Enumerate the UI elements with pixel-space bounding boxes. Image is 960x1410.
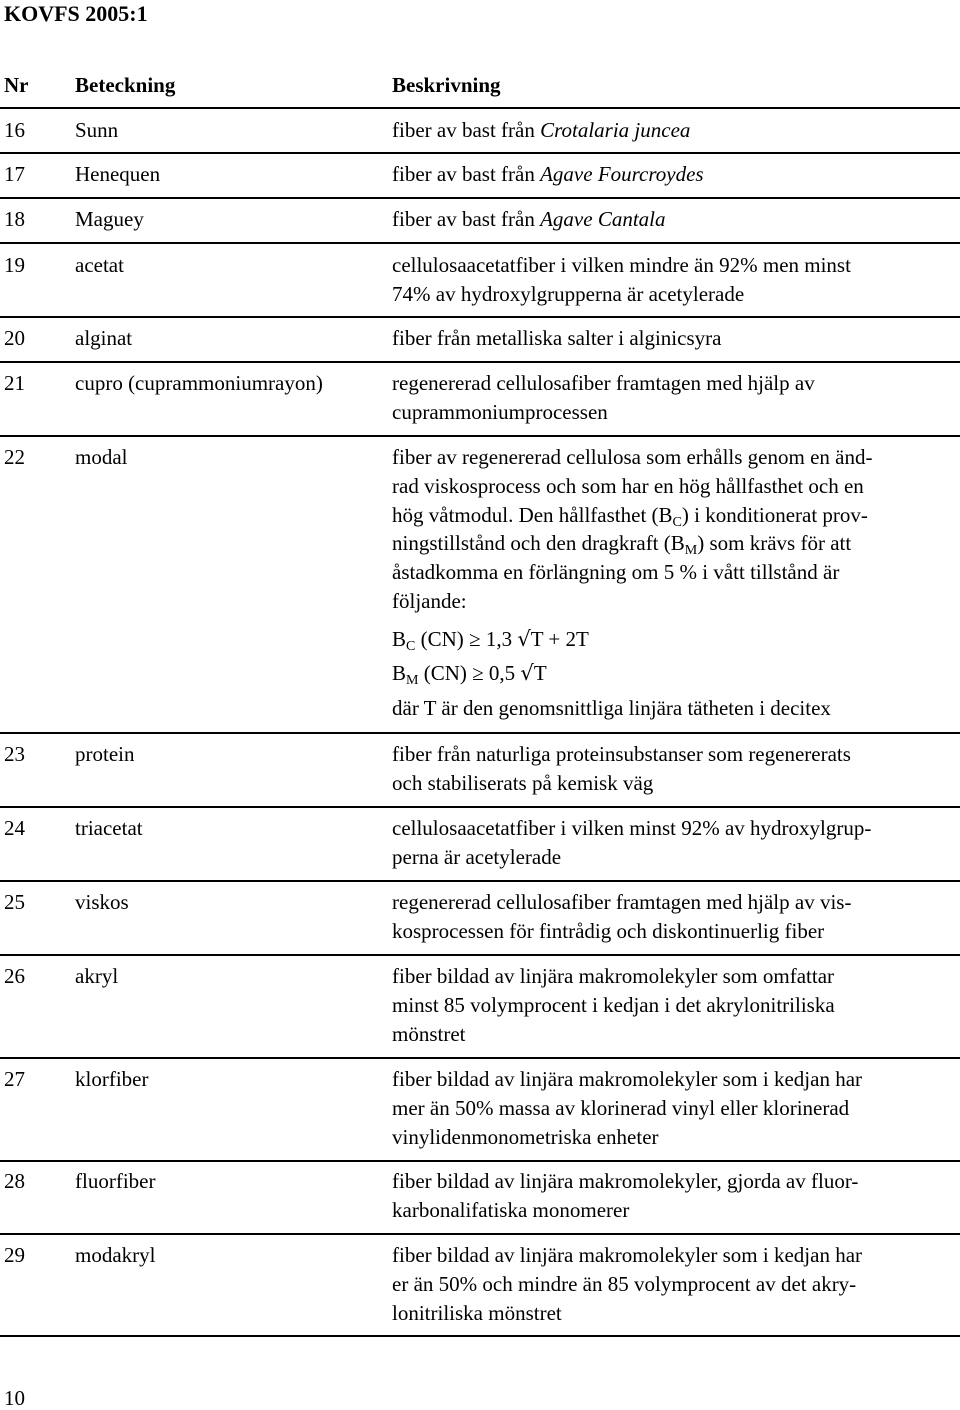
page-header: KOVFS 2005:1 [4,1,148,26]
row-desc: fiber av regenererad cellulosa som erhålls genom en änd- rad viskosprocess och som har en hög hållfasthet och en hög våtmodul. Den hållfasthet $(B_C)$ i konditionerat prov- ningstillstånd och den dragkraft $(B_M)$ som krävs för att åstadkomma en förlängning om 5 % i vått tillstånd är följande: $B_C$ (CN) ≥ 1,3 √T + 2T $B_M$ (CN) ≥ 0,5 √T där T är den genomsnittliga linjära tätheten i decitex [392,443,952,723]
table-rule [0,954,960,956]
header-nr: Nr [4,73,29,97]
formula-bm: $B_M$ (CN) ≥ 0,5 √T [392,660,547,688]
row-desc: fiber av bast från Agave Fourcroydes [392,162,704,186]
row-name: cupro (cuprammoniumrayon) [75,371,323,395]
table-rule [0,1057,960,1059]
table-rule [0,152,960,154]
row-nr: 26 [4,964,25,988]
table-rule [0,1335,960,1337]
row-nr: 18 [4,207,25,231]
table-rule [0,242,960,244]
formula-bc: $B_C$ (CN) ≥ 1,3 √T + 2T [392,626,589,654]
row-nr: 16 [4,118,25,142]
header-name: Beteckning [75,73,176,97]
table-rule [0,197,960,199]
row-desc: cellulosaacetatfiber i vilken minst 92% av hydroxylgrup- perna är acetylerade [392,816,872,869]
table-rule [0,1160,960,1162]
table-rule [0,806,960,808]
row-desc: fiber av bast från Crotalaria juncea [392,118,691,142]
table-rule [0,880,960,882]
table-rule [0,361,960,363]
row-nr: 28 [4,1169,25,1193]
row-nr: 22 [4,445,25,469]
header-desc: Beskrivning [392,73,501,97]
row-name: modal [75,445,128,469]
row-nr: 23 [4,742,25,766]
row-desc: cellulosaacetatfiber i vilken mindre än 92% men minst 74% av hydroxylgrupperna är acetylerade [392,253,851,306]
row-name: triacetat [75,816,143,840]
row-desc: fiber bildad av linjära makromolekyler som omfattar minst 85 volymprocent i kedjan i det akrylonitriliska mönstret [392,964,835,1046]
row-desc: fiber bildad av linjära makromolekyler, gjorda av fluor- karbonalifatiska monomerer [392,1169,859,1222]
row-nr: 25 [4,890,25,914]
row-name: Sunn [75,118,119,142]
row-nr: 19 [4,253,25,277]
row-desc: regenererad cellulosafiber framtagen med hjälp av vis- kosprocessen för fintrådig och diskontinuerlig fiber [392,890,852,943]
row-name: Maguey [75,207,144,231]
row-nr: 17 [4,162,25,186]
row-name: Henequen [75,162,161,186]
row-name: akryl [75,964,119,988]
row-name: klorfiber [75,1067,149,1091]
table-rule [0,316,960,318]
row-desc: fiber bildad av linjära makromolekyler som i kedjan har mer än 50% massa av klorinerad vinyl eller klorinerad vinylidenmonometriska enheter [392,1067,863,1149]
row-nr: 21 [4,371,25,395]
row-desc: fiber bildad av linjära makromolekyler som i kedjan har er än 50% och mindre än 85 volymprocent av det akry- lonitriliska mönstret [392,1243,863,1325]
row-desc: fiber från naturliga proteinsubstanser som regenererats och stabiliserats på kemisk väg [392,742,851,795]
row-nr: 20 [4,326,25,350]
table-rule [0,435,960,437]
table-rule [0,732,960,734]
row-name: protein [75,742,135,766]
row-name: viskos [75,890,129,914]
row-nr: 24 [4,816,25,840]
page-number: 10 [4,1386,25,1410]
row-desc: fiber av bast från Agave Cantala [392,207,666,231]
row-name: modakryl [75,1243,156,1267]
row-name: alginat [75,326,133,350]
row-name: fluorfiber [75,1169,156,1193]
row-nr: 29 [4,1243,25,1267]
row-desc: fiber från metalliska salter i alginicsyra [392,326,722,350]
row-name: acetat [75,253,124,277]
row-desc: regenererad cellulosafiber framtagen med hjälp av cuprammoniumprocessen [392,371,815,424]
table-rule [0,1233,960,1235]
row-nr: 27 [4,1067,25,1091]
table-rule [0,107,960,109]
